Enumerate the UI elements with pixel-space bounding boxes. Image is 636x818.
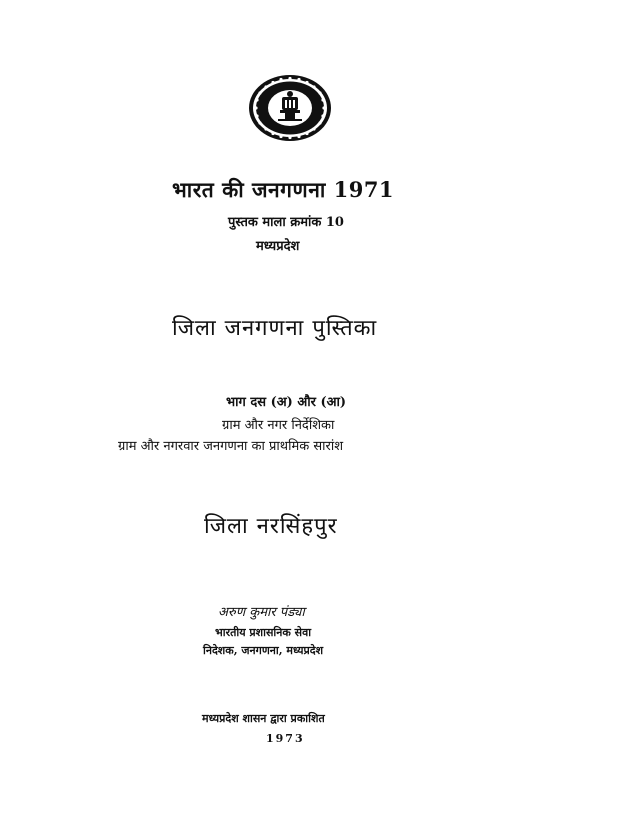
author-service: भारतीय प्रशासनिक सेवा <box>215 626 312 639</box>
district-name: जिला नरसिंहपुर <box>204 514 338 539</box>
state-emblem-seal-icon <box>247 73 333 143</box>
part-label: भाग दस (अ) और (आ) <box>226 395 347 410</box>
book-title: जिला जनगणना पुस्तिका <box>172 316 378 341</box>
publisher: मध्यप्रदेश शासन द्वारा प्रकाशित <box>202 712 325 725</box>
census-title: भारत की जनगणना 1971 <box>172 177 395 202</box>
publication-year: 1973 <box>266 732 305 745</box>
author-designation: निदेशक, जनगणना, मध्यप्रदेश <box>203 644 324 657</box>
subtitle-abstract: ग्राम और नगरवार जनगणना का प्राथमिक सारांश <box>118 439 344 454</box>
state-name: मध्यप्रदेश <box>256 239 300 254</box>
author-name: अरुण कुमार पंड्या <box>218 605 305 620</box>
subtitle-directory: ग्राम और नगर निर्देशिका <box>222 418 335 433</box>
series-number: पुस्तक माला क्रमांक 10 <box>228 215 344 230</box>
